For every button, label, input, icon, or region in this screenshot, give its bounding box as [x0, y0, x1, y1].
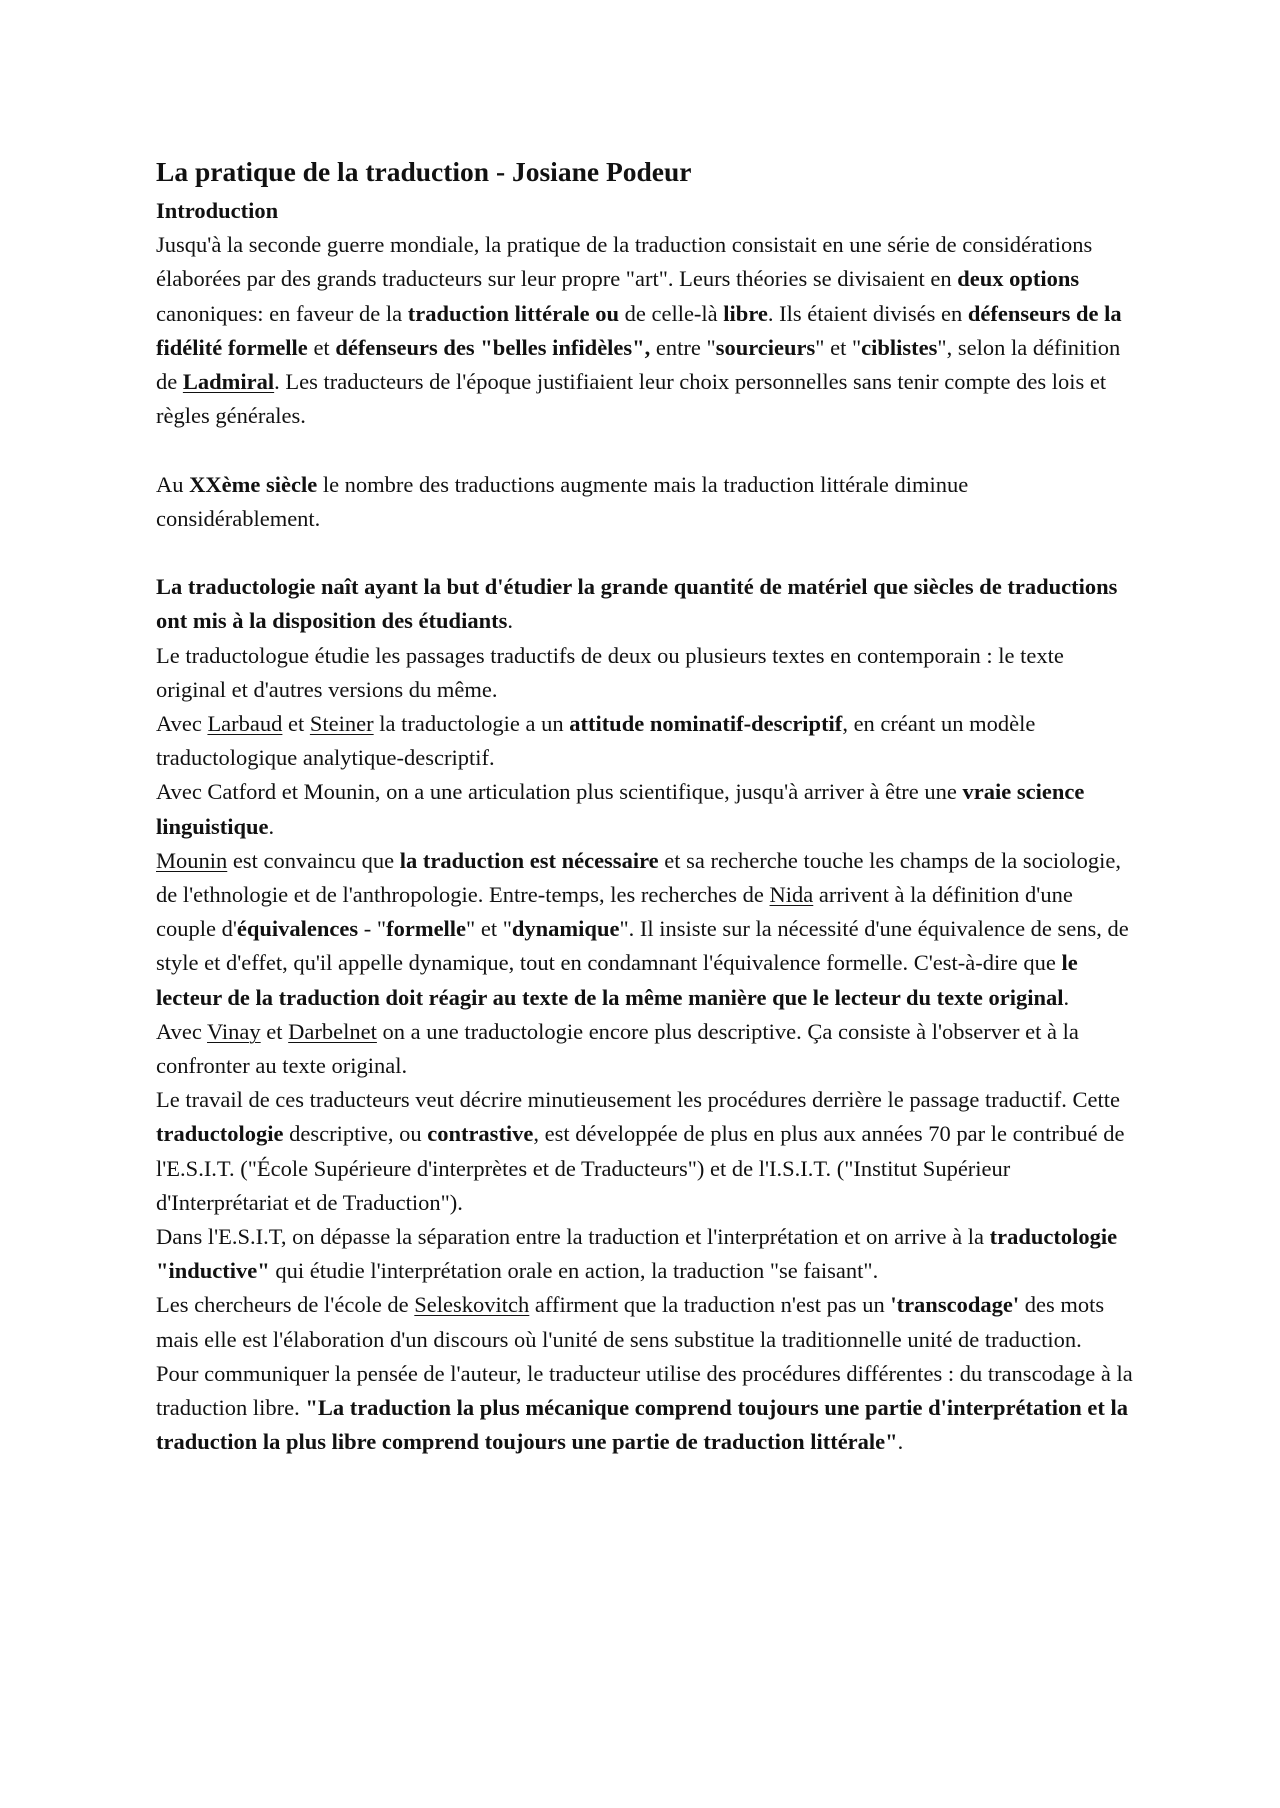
body-paragraph [156, 468, 1136, 536]
text-run: et [260, 1018, 289, 1044]
bold-text: traductologie "inductive" [156, 1224, 1118, 1284]
text-run: des mots mais elle est l'élaboration d'un discours où l'unité de sens substitue la traditionnelle unité de traduction. [156, 1292, 1105, 1352]
text-run: Les chercheurs de l'école de [156, 1292, 415, 1318]
bold-text: deux options [957, 266, 1080, 292]
text-run: est convaincu que [227, 847, 400, 873]
bold-underlined-text: Ladmiral [182, 369, 275, 395]
bold-text: libre [723, 300, 768, 326]
text-run: de celle-là [618, 300, 724, 326]
text-run: Au [156, 471, 190, 497]
underlined-name: Larbaud [207, 711, 283, 737]
text-run: . Ils étaient divisés en [767, 300, 968, 326]
body-paragraph [156, 1288, 1136, 1356]
bold-text: dynamique [511, 916, 620, 942]
body-paragraph [156, 639, 1136, 707]
body-paragraph [156, 1015, 1136, 1083]
body-paragraph [156, 775, 1136, 843]
text-run: affirment que la traduction n'est pas un [529, 1292, 891, 1318]
text-run: la traductologie a un [373, 711, 570, 737]
bold-text: vraie science linguistique [156, 779, 1085, 839]
text-run: " et " [815, 334, 862, 360]
underlined-name: Vinay [207, 1018, 261, 1044]
body-paragraph [156, 844, 1136, 1015]
bold-text: "La traduction la plus mécanique comprend toujours une partie d'interprétation et la traduction la plus libre comprend toujours une partie de traduction littérale" [156, 1395, 1129, 1455]
bold-text: contrastive [427, 1121, 534, 1147]
text-run: entre " [650, 334, 716, 360]
text-run: le nombre des traductions augmente mais la traduction littérale diminue considérablement. [156, 471, 969, 531]
text-run: Avec [156, 1018, 208, 1044]
bold-text: défenseurs des "belles infidèles", [335, 334, 651, 360]
text-run: qui étudie l'interprétation orale en action, la traduction "se faisant". [269, 1258, 879, 1284]
text-run: . [1063, 984, 1070, 1010]
document-title: La pratique de la traduction - Josiane Podeur [156, 156, 692, 187]
body-paragraph [156, 1083, 1136, 1220]
text-run: Avec Catford et Mounin, on a une articulation plus scientifique, jusqu'à arriver à être une [156, 779, 963, 805]
bold-text: La traductologie naît ayant la but d'étudier la grande quantité de matériel que siècles de traductions ont mis à la disposition des étudiants [156, 574, 1118, 634]
underlined-name: Darbelnet [288, 1018, 377, 1044]
underlined-name: Seleskovitch [414, 1292, 530, 1318]
bold-text: sourcieurs [715, 334, 816, 360]
text-run: canoniques: en faveur de la [156, 300, 408, 326]
bold-text: traductologie [156, 1121, 284, 1147]
text-run: ". Il insiste sur la nécessité d'une équivalence de sens, de style et d'effet, qu'il appelle dynamique, tout en condamnant l'équivalence formelle. C'est-à-dire que [156, 916, 1129, 976]
bold-text: 'transcodage' [890, 1292, 1020, 1318]
document-body [156, 228, 1136, 1459]
bold-text: le lecteur de la traduction doit réagir au texte de la même manière que le lecteur du texte original [156, 950, 1078, 1010]
text-run: Avec [156, 711, 208, 737]
bold-text: XXème siècle [189, 471, 318, 497]
body-paragraph [156, 570, 1136, 638]
text-run: . Les traducteurs de l'époque justifiaient leur choix personnelles sans tenir compte des lois et règles générales. [156, 369, 1107, 429]
text-run: . [507, 608, 513, 634]
text-run: arrivent à la définition d'une couple d' [156, 882, 1073, 942]
underlined-name: Mounin [156, 847, 228, 873]
bold-text: attitude nominatif-descriptif [569, 711, 843, 737]
text-run: . [897, 1429, 904, 1455]
underlined-name: Nida [769, 882, 814, 908]
body-paragraph [156, 707, 1136, 775]
text-run: Dans l'E.S.I.T, on dépasse la séparation entre la traduction et l'interprétation et on arrive à la [156, 1224, 990, 1250]
paragraph-spacer [156, 536, 1136, 570]
text-run: . [268, 813, 275, 839]
text-run: Jusqu'à la seconde guerre mondiale, la pratique de la traduction consistait en une série de considérations élaborées par des grands traducteurs sur leur propre "art". Leurs théories se divisaient en [156, 232, 1093, 292]
body-paragraph [156, 1357, 1136, 1460]
body-paragraph [156, 1220, 1136, 1288]
text-run: , en créant un modèle traductologique analytique-descriptif. [156, 711, 1036, 771]
text-run: Le traductologue étudie les passages traductifs de deux ou plusieurs textes en contemporain : le texte original et d'autres versions du même. [156, 642, 1064, 702]
text-run: , est développée de plus en plus aux années 70 par le contribué de l'E.S.I.T. ("École Supérieure d'interprètes et de Traducteurs") et de l'I.S.I.T. ("Institut Supérieur d'Interprétariat et de Traduction"). [156, 1121, 1125, 1215]
text-run: Le travail de ces traducteurs veut décrire minutieusement les procédures derrière le passage traductif. Cette [156, 1087, 1120, 1113]
document-page [156, 155, 1136, 1459]
text-run: descriptive, ou [283, 1121, 428, 1147]
paragraph-spacer [156, 433, 1136, 467]
bold-text: formelle [386, 916, 467, 942]
text-run: " et " [466, 916, 512, 942]
bold-text: la traduction est nécessaire [399, 847, 659, 873]
bold-text: défenseurs de la fidélité formelle [156, 300, 1122, 360]
text-run: ", selon la définition de [156, 334, 1121, 395]
bold-text: ciblistes [861, 334, 938, 360]
text-run: et [282, 711, 310, 737]
bold-text: équivalences [236, 916, 359, 942]
text-run: on a une traductologie encore plus descriptive. Ça consiste à l'observer et à la confronter au texte original. [156, 1018, 1079, 1079]
body-paragraph [156, 228, 1136, 433]
text-run: et sa recherche touche les champs de la sociologie, de l'ethnologie et de l'anthropologie. Entre-temps, les recherches de [156, 847, 1121, 908]
text-run: Pour communiquer la pensée de l'auteur, le traducteur utilise des procédures différentes : du transcodage à la traduction libre. [156, 1360, 1133, 1421]
section-heading: Introduction [156, 198, 279, 223]
underlined-name: Steiner [309, 711, 374, 737]
bold-text: traduction littérale ou [407, 300, 619, 326]
text-run: et [307, 334, 336, 360]
text-run: - " [358, 916, 387, 942]
